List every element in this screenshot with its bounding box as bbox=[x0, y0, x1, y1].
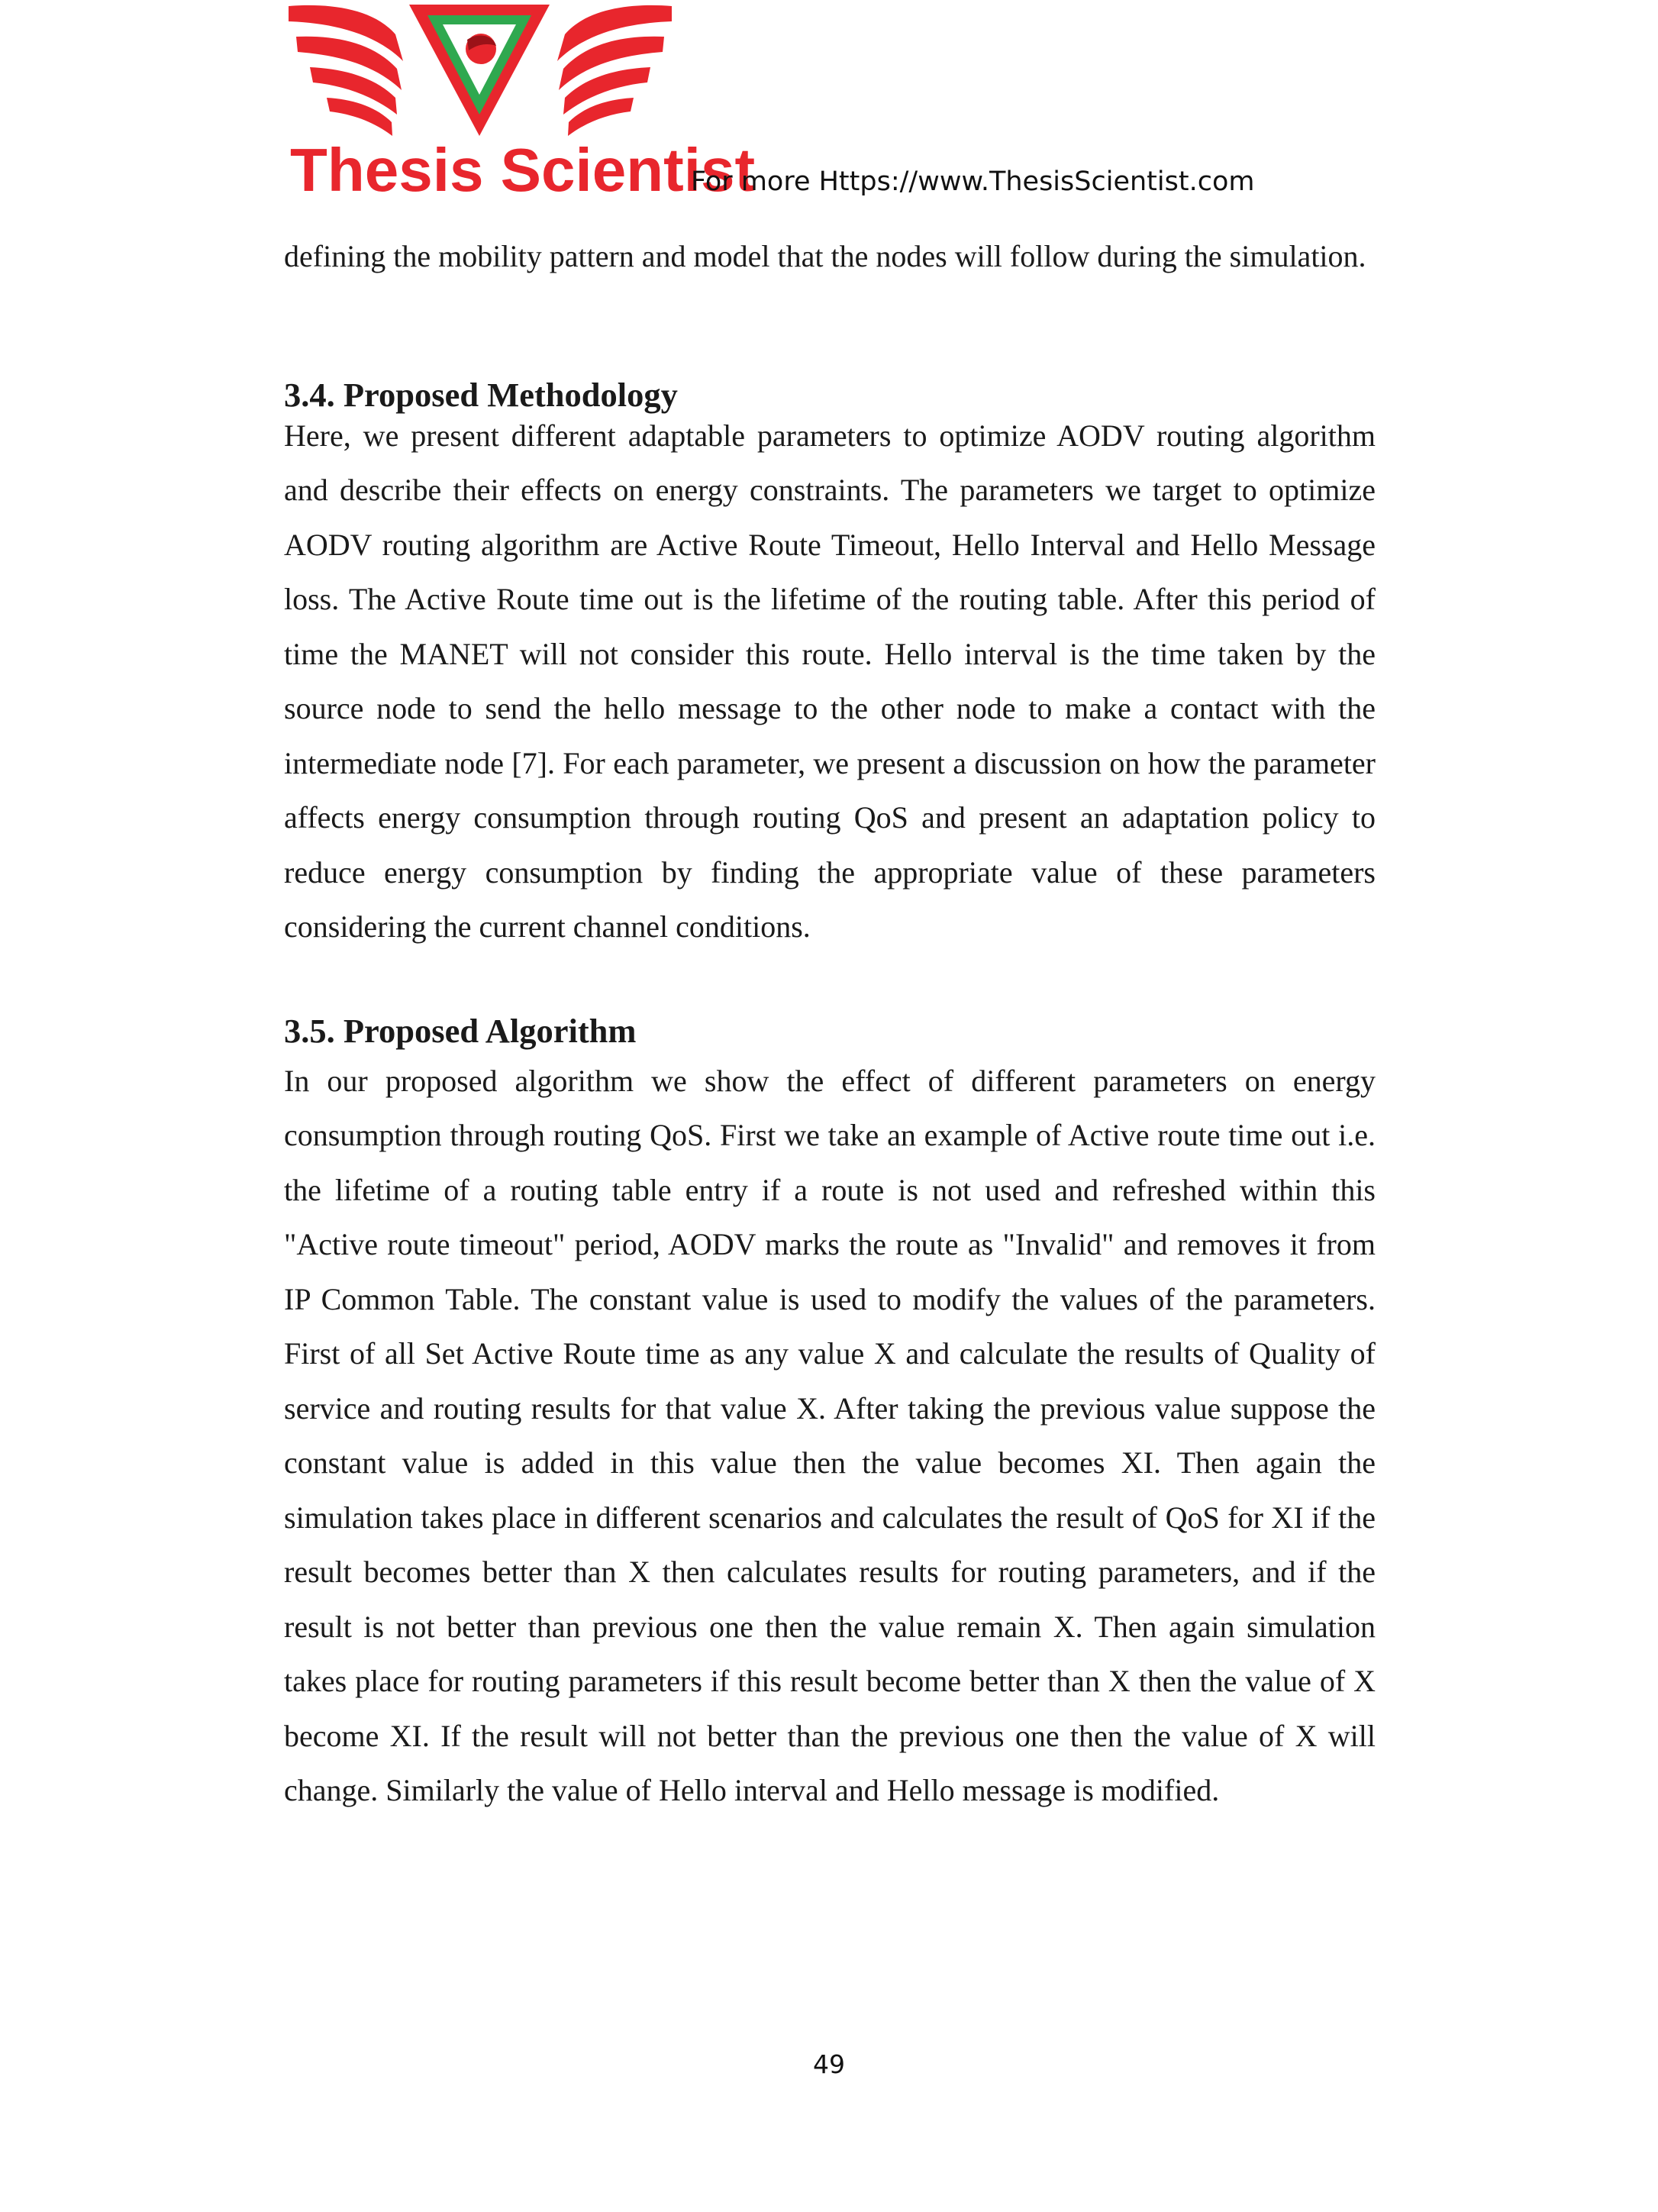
thesis-scientist-logo bbox=[281, 0, 756, 204]
triangle-emblem-icon bbox=[409, 5, 550, 136]
page-header bbox=[281, 0, 1273, 202]
section-heading-algorithm: 3.5. Proposed Algorithm bbox=[284, 1011, 637, 1050]
section-body-algorithm: In our proposed algorithm we show the effect of different parameters on energy consumption through routing QoS. First we take an example of Active route time out i.e. the lifetime of a routing table entry if a route is not used and refreshed within this "Active route timeout" period, AODV marks the route as "Invalid" and removes it from IP Common Table. The constant value is used to modify the values of the parameters. First of all Set Active Route time as any value X and calculate the results of Quality of service and routing results for that value X. After taking the previous value suppose the constant value is added in this value then the value becomes XI. Then again the simulation takes place in different scenarios and calculates the result of QoS for XI if the result becomes better than X then calculates results for routing parameters, and if the result is not better than previous one then the value remain X. Then again simulation takes place for routing parameters if this result become better than X then the value of X become XI. If the result will not better than the previous one then the value of X will change. Similarly the value of Hello interval and Hello message is modified. bbox=[284, 1063, 1376, 1807]
document-body bbox=[284, 229, 1376, 1818]
right-wing-icon bbox=[557, 5, 672, 136]
left-wing-icon bbox=[289, 5, 403, 136]
intro-paragraph: defining the mobility pattern and model that the nodes will follow during the simulation. bbox=[284, 239, 1366, 273]
website-link[interactable]: For more Https://www.ThesisScientist.com bbox=[691, 166, 1255, 197]
page-number: 49 bbox=[813, 2049, 845, 2079]
section-heading-methodology: 3.4. Proposed Methodology bbox=[284, 375, 678, 414]
section-body-methodology: Here, we present different adaptable parameters to optimize AODV routing algorithm and describe their effects on energy constraints. The parameters we target to optimize AODV routing algorithm are Active Route Timeout, Hello Interval and Hello Message loss. The Active Route time out is the lifetime of the routing table. After this period of time the MANET will not consider this route. Hello interval is the time taken by the source node to send the hello message to the other node to make a contact with the intermediate node [7]. For each parameter, we present a discussion on how the parameter affects energy consumption through routing QoS and present an adaptation policy to reduce energy consumption by finding the appropriate value of these parameters considering the current channel conditions. bbox=[284, 418, 1376, 944]
logo-wordmark: Thesis Scientist bbox=[290, 136, 756, 204]
